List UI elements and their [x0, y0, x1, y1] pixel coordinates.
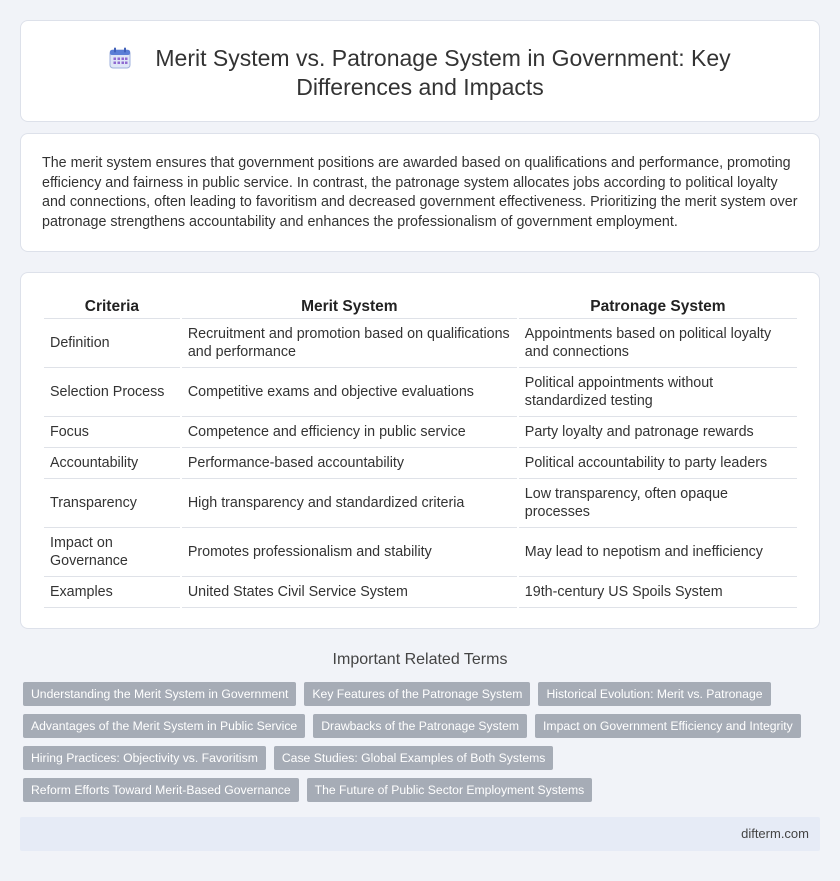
row-criteria: Accountability: [44, 448, 180, 479]
page-title-wrap: [21, 44, 819, 102]
row-merit: Performance-based accountability: [182, 448, 517, 479]
comparison-card: [20, 272, 820, 629]
row-merit: Recruitment and promotion based on qualifications and performance: [182, 319, 517, 368]
row-criteria: Impact on Governance: [44, 528, 180, 577]
column-header-patronage: Patronage System: [519, 295, 797, 319]
row-patronage: 19th-century US Spoils System: [519, 577, 797, 608]
row-patronage: Appointments based on political loyalty and connections: [519, 319, 797, 368]
table-row: [44, 528, 797, 577]
row-merit: Competitive exams and objective evaluations: [182, 368, 517, 417]
related-terms-heading: Important Related Terms: [332, 651, 508, 668]
row-merit: Promotes professionalism and stability: [182, 528, 517, 577]
footer-bar: [20, 817, 820, 851]
table-row: [44, 448, 797, 479]
table-header-row: [44, 295, 797, 319]
row-criteria: Examples: [44, 577, 180, 608]
related-term-link[interactable]: Key Features of the Patronage System: [304, 682, 530, 706]
page-title: Merit System vs. Patronage System in Government: Key Differences and Impacts: [155, 45, 731, 100]
table-row: [44, 479, 797, 528]
related-term-link[interactable]: Understanding the Merit System in Government: [23, 682, 296, 706]
table-row: [44, 368, 797, 417]
table-row: [44, 319, 797, 368]
row-merit: United States Civil Service System: [182, 577, 517, 608]
related-term-link[interactable]: Hiring Practices: Objectivity vs. Favoritism: [23, 746, 266, 770]
header-card: [20, 20, 820, 122]
row-patronage: Political appointments without standardized testing: [519, 368, 797, 417]
table-row: [44, 417, 797, 448]
footer-site-link[interactable]: difterm.com: [741, 826, 809, 841]
related-terms-list: [23, 682, 823, 802]
related-term-link[interactable]: The Future of Public Sector Employment Systems: [307, 778, 593, 802]
row-criteria: Focus: [44, 417, 180, 448]
row-patronage: Political accountability to party leaders: [519, 448, 797, 479]
related-term-link[interactable]: Historical Evolution: Merit vs. Patronage: [538, 682, 770, 706]
row-patronage: May lead to nepotism and inefficiency: [519, 528, 797, 577]
table-row: [44, 577, 797, 608]
row-merit: Competence and efficiency in public service: [182, 417, 517, 448]
column-header-criteria: Criteria: [44, 295, 180, 319]
related-term-link[interactable]: Case Studies: Global Examples of Both Systems: [274, 746, 554, 770]
row-criteria: Selection Process: [44, 368, 180, 417]
related-term-link[interactable]: Reform Efforts Toward Merit-Based Governance: [23, 778, 299, 802]
row-merit: High transparency and standardized criteria: [182, 479, 517, 528]
intro-paragraph: The merit system ensures that government positions are awarded based on qualifications and performance, promoting efficiency and fairness in public service. In contrast, the patronage system allocates jobs according to political loyalty and connections, often leading to favoritism and decreased government effectiveness. Prioritizing the merit system over patronage strengthens accountability and enhances the professionalism of government employment.: [42, 155, 798, 230]
row-patronage: Low transparency, often opaque processes: [519, 479, 797, 528]
column-header-merit: Merit System: [182, 295, 517, 319]
related-term-link[interactable]: Drawbacks of the Patronage System: [313, 714, 527, 738]
comparison-table: [42, 295, 799, 608]
related-term-link[interactable]: Advantages of the Merit System in Public Service: [23, 714, 305, 738]
row-criteria: Transparency: [44, 479, 180, 528]
related-term-link[interactable]: Impact on Government Efficiency and Integrity: [535, 714, 801, 738]
row-patronage: Party loyalty and patronage rewards: [519, 417, 797, 448]
row-criteria: Definition: [44, 319, 180, 368]
intro-card: [20, 133, 820, 252]
calendar-icon: [109, 47, 131, 69]
